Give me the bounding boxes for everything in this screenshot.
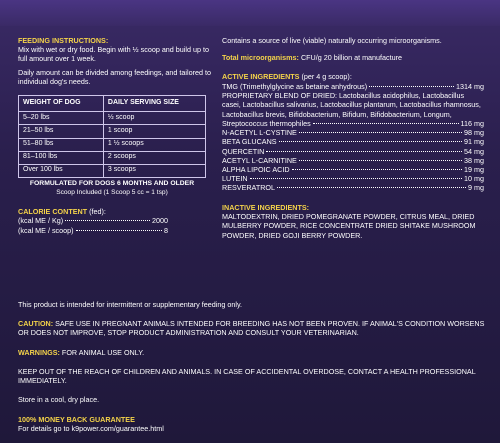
ingredient-value: 98 mg [464,128,484,138]
ingredient-value: 116 mg [460,118,484,128]
dose-header-weight: WEIGHT OF DOG [19,96,104,112]
total-microorganisms [222,53,484,62]
calorie-row-scoop [18,226,168,235]
list-item [222,147,484,156]
total-label: Total microorganisms: [222,53,299,63]
leader-dots [76,230,162,231]
list-item [222,174,484,183]
inactive-title: INACTIVE INGREDIENTS: [222,202,310,212]
dose-weight: 81–100 lbs [19,151,104,164]
dose-weight: Over 100 lbs [19,164,104,177]
active-suffix: (per 4 g scoop): [299,72,352,82]
ingredient-label: RESVERATROL [222,183,275,193]
calorie-heading [18,207,218,216]
calorie-value: 8 [164,225,168,235]
list-item [222,137,484,146]
proprietary-blend: PROPRIETARY BLEND OF DRIED: Lactobacillus acidophilus, Lactobacillus casei, Lactobacillus salivarius, Lactobacillus plantarum, Lactobacillus rhamnosus, Lactobacillus brevis, Bifidobacterium, Bifidum, Bifidobacterium, Longum, [222,90,481,119]
dose-serving: 3 scoops [103,164,205,177]
active-heading [222,72,484,81]
left-column [18,36,218,235]
calorie-suffix: (fed): [87,207,106,217]
list-item [222,165,484,174]
leader-dots [277,187,466,188]
warnings-note [18,348,488,357]
table-row [19,125,206,138]
leader-dots [250,178,462,179]
feeding-para-1: Mix with wet or dry food. Begin with ½ scoop and build up to full amount over 1 week. [18,45,209,64]
table-row [19,112,206,125]
ingredient-value: 19 mg [464,165,484,175]
intended-note: This product is intended for intermittent or supplementary feeding only. [18,300,242,309]
list-item [222,128,484,137]
ingredient-label: LUTEIN [222,174,248,184]
storage-note: Store in a cool, dry place. [18,395,100,405]
right-column [222,36,484,240]
calorie-label: (kcal ME / Kg) [18,216,64,226]
ingredient-label: QUERCETIN [222,146,265,156]
calorie-row-kg [18,216,168,225]
leader-dots [299,160,462,161]
scoop-note: Scoop Included (1 Scoop 5 cc = 1 tsp) [56,188,168,196]
ingredient-value: 1314 mg [456,81,484,91]
ingredient-value: 54 mg [464,146,484,156]
leader-dots [279,141,462,142]
ingredient-row-blend [222,119,484,128]
dose-serving: 2 scoops [103,151,205,164]
caution-note [18,319,488,337]
dose-header-serving: DAILY SERVING SIZE [103,96,205,112]
leader-dots [65,220,150,221]
live-source-note: Contains a source of live (viable) naturally occurring microorganisms. [222,36,442,45]
dose-weight: 21–50 lbs [19,125,104,138]
feeding-title: FEEDING INSTRUCTIONS: [18,36,109,45]
ingredient-value: 91 mg [464,137,484,147]
ingredient-label: ACETYL L-CARNITINE [222,155,297,165]
ingredient-value: 38 mg [464,155,484,165]
leader-dots [266,151,462,152]
calorie-title: CALORIE CONTENT [18,207,88,217]
bottom-section [18,300,488,433]
warnings-label: WARNINGS: [18,347,60,357]
warnings-text: FOR ANIMAL USE ONLY. [59,347,145,357]
guarantee-text: For details go to k9power.com/guarantee.html [18,423,164,433]
caution-label: CAUTION: [18,319,54,329]
ingredient-label: Streptococcus thermophiles [222,118,311,128]
list-item [222,156,484,165]
dose-serving: 1 scoop [103,125,205,138]
dose-serving: 1 ½ scoops [103,138,205,151]
calorie-value: 2000 [152,216,168,226]
leader-dots [313,123,459,124]
dose-weight: 5–20 lbs [19,112,104,125]
guarantee-title: 100% MONEY BACK GUARANTEE [18,414,135,424]
dose-table-header [19,96,206,112]
ingredient-value: 10 mg [464,174,484,184]
formulated-note: FORMULATED FOR DOGS 6 MONTHS AND OLDER [29,179,195,187]
table-row [19,138,206,151]
leader-dots [299,132,462,133]
caution-text: SAFE USE IN PREGNANT ANIMALS INTENDED FOR BREEDING HAS NOT BEEN PROVEN. IF ANIMAL'S CONDITION WORSENS OR DOES NOT IMPROVE, STOP PRODUCT ADMINISTRATION AND CONSULT YOUR VETERINARIAN. [18,319,485,338]
dose-serving: ½ scoop [103,112,205,125]
inactive-text: MALTODEXTRIN, DRIED POMEGRANATE POWDER, CITRUS MEAL, DRIED MULBERRY POWDER, RICE CONCENTRATE DRIED SHITAKE MUSHROOM POWDER, DRIED GOJI BERRY POWDER. [222,211,476,240]
ingredient-label: N-ACETYL L-CYSTINE [222,128,297,138]
feeding-para-2: Daily amount can be divided among feedings, and tailored to individual dog's needs. [18,67,211,86]
ingredient-value: 9 mg [468,183,484,193]
total-value: CFU/g 20 billion at manufacture [298,53,403,63]
table-row [19,164,206,177]
ingredient-label: BETA GLUCANS [222,137,277,147]
leader-dots [292,169,463,170]
calorie-label: (kcal ME / scoop) [18,225,74,235]
top-band [0,0,500,26]
ingredient-label: ALPHA LIPOIC ACID [222,165,290,175]
ingredient-row-tmg [222,82,484,91]
list-item [222,183,484,192]
table-row [19,151,206,164]
dose-table [18,95,206,178]
dose-weight: 51–80 lbs [19,138,104,151]
ingredient-label: TMG (Trimethylglycine as betaine anhydrous) [222,81,368,91]
leader-dots [369,86,454,87]
keep-out-note: KEEP OUT OF THE REACH OF CHILDREN AND ANIMALS. IN CASE OF ACCIDENTAL OVERDOSE, CONTACT A HEALTH PROFESSIONAL IMMEDIATELY. [18,366,476,386]
active-title: ACTIVE INGREDIENTS [222,72,300,82]
